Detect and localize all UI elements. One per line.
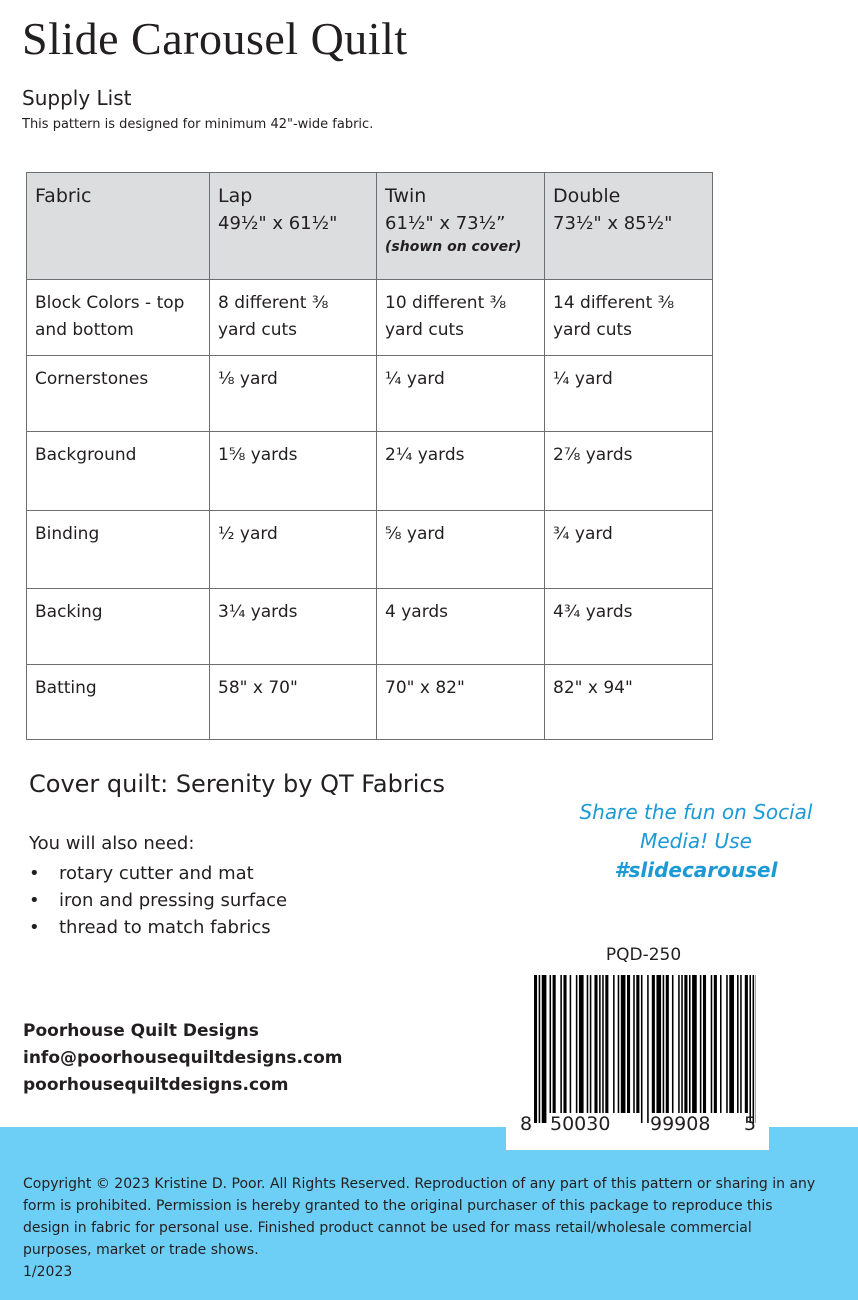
social-line-1: Share the fun on Social <box>579 800 813 824</box>
copyright-notice <box>23 1173 823 1283</box>
barcode-bar <box>684 975 687 1113</box>
barcode-bar <box>641 975 643 1123</box>
barcode-bar <box>602 975 604 1113</box>
barcode-bar <box>613 975 615 1113</box>
barcode-bar <box>681 975 683 1113</box>
page-title: Slide Carousel Quilt <box>22 13 408 64</box>
barcode-bar <box>587 975 589 1113</box>
table-cell: ½ yard <box>210 511 377 589</box>
header-fabric: Fabric <box>27 173 210 280</box>
table-cell: 70" x 82" <box>377 665 545 740</box>
barcode-digit-last: 5 <box>744 1113 757 1135</box>
table-row <box>27 589 713 665</box>
supply-list-heading: Supply List <box>22 86 132 110</box>
barcode-bar <box>636 975 639 1113</box>
table-cell: Backing <box>27 589 210 665</box>
table-cell: ¾ yard <box>545 511 713 589</box>
pattern-date: 1/2023 <box>23 1264 73 1280</box>
also-need-heading: You will also need: <box>29 833 195 854</box>
barcode-bar <box>720 975 722 1113</box>
barcode-bar <box>579 975 584 1113</box>
barcode-bar <box>560 975 562 1113</box>
table-row <box>27 356 713 432</box>
barcode-bar <box>553 975 556 1113</box>
barcode-digit-first: 8 <box>520 1113 533 1135</box>
table-cell: 3¼ yards <box>210 589 377 665</box>
table-cell: Binding <box>27 511 210 589</box>
barcode-bar <box>627 975 630 1113</box>
barcode-bar <box>594 975 597 1113</box>
header-size: 49½" x 61½" <box>218 213 338 234</box>
barcode-bar <box>590 975 592 1113</box>
table-cell: 1⅝ yards <box>210 432 377 511</box>
table-row <box>27 432 713 511</box>
barcode-bar <box>652 975 655 1113</box>
barcode-bar <box>599 975 601 1113</box>
barcode-bar <box>647 975 649 1123</box>
list-item: • rotary cutter and mat <box>29 860 287 887</box>
table-cell: Background <box>27 432 210 511</box>
barcode-bar <box>700 975 702 1113</box>
barcode-bar <box>740 975 742 1113</box>
barcode-icon <box>534 975 756 1123</box>
barcode-bar <box>542 975 547 1123</box>
barcode-bar <box>618 975 620 1113</box>
table-cell: 14 different ⅜ yard cuts <box>545 280 713 356</box>
barcode-bar <box>656 975 661 1113</box>
barcode-bar <box>749 975 751 1123</box>
table-cell: ¼ yard <box>545 356 713 432</box>
barcode-bar <box>534 975 537 1123</box>
barcode-bar <box>550 975 552 1113</box>
table-cell: 10 different ⅜ yard cuts <box>377 280 545 356</box>
barcode-bar <box>689 975 691 1113</box>
bullet-icon: • <box>29 863 40 884</box>
list-item: • iron and pressing surface <box>29 887 287 914</box>
table-cell: ⅝ yard <box>377 511 545 589</box>
barcode-bar <box>576 975 578 1113</box>
barcode-bar <box>621 975 626 1113</box>
cover-quilt-note: Cover quilt: Serenity by QT Fabrics <box>29 770 446 798</box>
barcode-bar <box>711 975 713 1113</box>
table-cell: 8 different ⅜ yard cuts <box>210 280 377 356</box>
product-code: PQD-250 <box>605 945 682 965</box>
social-line-2: Media! Use <box>640 829 752 853</box>
barcode-bar <box>714 975 717 1113</box>
barcode-bar <box>539 975 541 1123</box>
table-row <box>27 511 713 589</box>
table-cell: ⅛ yard <box>210 356 377 432</box>
barcode-bar <box>726 975 728 1113</box>
header-twin <box>377 173 545 280</box>
barcode-bar <box>678 975 680 1113</box>
table-row <box>27 280 713 356</box>
table-cell: 58" x 70" <box>210 665 377 740</box>
company-email: info@poorhousequiltdesigns.com <box>23 1048 343 1068</box>
table-cell: 82" x 94" <box>545 665 713 740</box>
header-label: Lap <box>218 185 253 207</box>
hashtag: #slidecarousel <box>614 858 778 882</box>
table-header-row <box>27 173 713 280</box>
barcode-bar <box>729 975 734 1113</box>
bullet-icon: • <box>29 917 40 938</box>
barcode-bar <box>703 975 706 1113</box>
header-label: Twin <box>385 185 427 207</box>
barcode-bar <box>570 975 572 1113</box>
table-cell: Cornerstones <box>27 356 210 432</box>
barcode-bar <box>605 975 608 1113</box>
barcode-bar <box>753 975 755 1123</box>
list-item: • thread to match fabrics <box>29 914 287 941</box>
bullet-icon: • <box>29 890 40 911</box>
social-callout <box>560 798 832 885</box>
barcode-bar <box>745 975 748 1113</box>
barcode-group-1: 50030 <box>550 1113 611 1135</box>
table-cell: ¼ yard <box>377 356 545 432</box>
company-website: poorhousequiltdesigns.com <box>23 1075 289 1095</box>
also-need-list <box>29 860 287 941</box>
table-cell: Batting <box>27 665 210 740</box>
barcode-bar <box>692 975 697 1113</box>
table-row <box>27 665 713 740</box>
table-cell: 2¼ yards <box>377 432 545 511</box>
table-cell: 2⅞ yards <box>545 432 713 511</box>
barcode-panel <box>506 945 769 1150</box>
barcode-bar <box>663 975 665 1113</box>
header-size: 61½" x 73½” <box>385 213 506 234</box>
table-cell: Block Colors - top and bottom <box>27 280 210 356</box>
barcode-group-2: 99908 <box>650 1113 711 1135</box>
header-size: 73½" x 85½" <box>553 213 673 234</box>
table-cell: 4¾ yards <box>545 589 713 665</box>
barcode-bar <box>633 975 635 1113</box>
barcode-bar <box>737 975 739 1113</box>
header-note: (shown on cover) <box>385 239 522 255</box>
supply-table <box>26 172 713 740</box>
header-label: Double <box>553 185 621 207</box>
fabric-width-note: This pattern is designed for minimum 42"-wide fabric. <box>22 117 374 132</box>
copyright-text: Copyright © 2023 Kristine D. Poor. All Rights Reserved. Reproduction of any part of this pattern or sharing in any form is prohibited. Permission is hereby granted to the original purchaser of this package to reproduce this design in fabric for personal use. Finished product cannot be used for mass retail/wholesale commercial purposes, market or trade shows. <box>23 1176 816 1258</box>
header-double <box>545 173 713 280</box>
barcode-bar <box>563 975 566 1113</box>
barcode-bar <box>672 975 674 1113</box>
company-name: Poorhouse Quilt Designs <box>23 1021 259 1041</box>
barcode-bar <box>666 975 669 1113</box>
header-lap <box>210 173 377 280</box>
company-info <box>23 1018 342 1099</box>
table-cell: 4 yards <box>377 589 545 665</box>
